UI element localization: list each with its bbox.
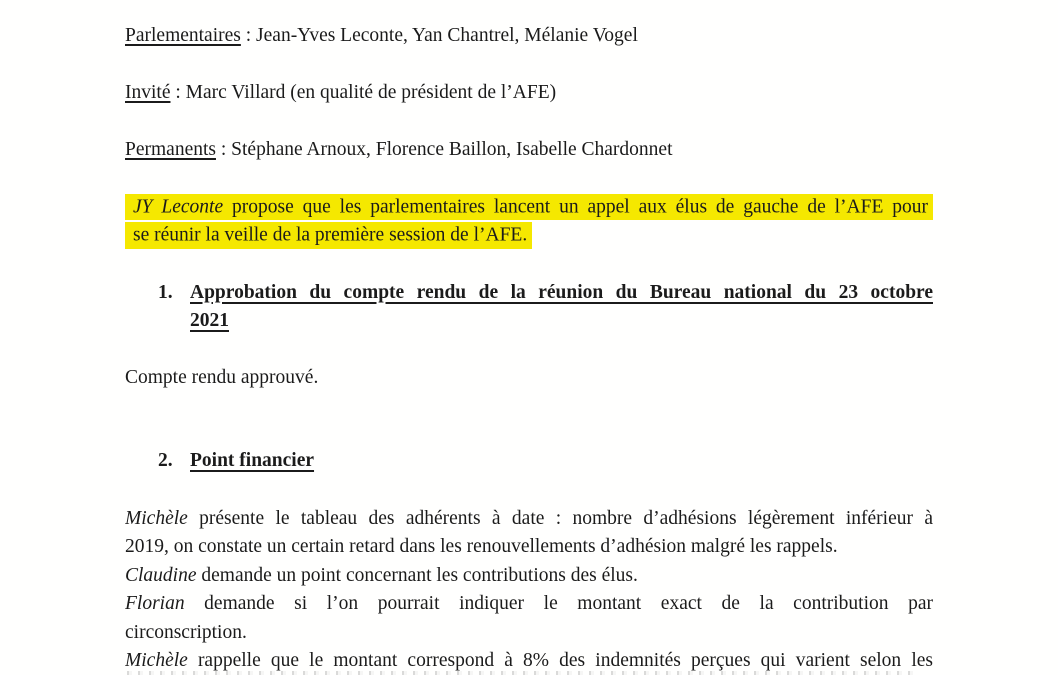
speaker-michele: Michèle	[125, 507, 188, 529]
speaker-florian: Florian	[125, 593, 185, 614]
section-1-title-text-1: Approbation du compte rendu de la réunion du Bureau national du 23 octobre	[190, 281, 933, 303]
permanents-label: Permanents	[125, 139, 216, 160]
highlight-mark	[125, 194, 933, 221]
section-1-body: Compte rendu approuvé.	[125, 367, 319, 388]
section-1-title-line-1	[190, 279, 933, 308]
discussion-florian-line-1	[125, 590, 933, 619]
section-1-title-text-2: 2021	[190, 310, 229, 331]
discussion-michele-1-line-1	[125, 505, 933, 534]
discussion-michele-2-text: rappelle que le montant correspond à 8% des indemnités perçues qui varient selon les	[187, 650, 933, 671]
section-1-title-line-2	[190, 307, 933, 336]
discussion-michele-1-text: présente le tableau des adhérents à date : nombre d’adhésions légèrement inférieur à	[187, 507, 933, 529]
attendees-permanents-line	[125, 136, 933, 165]
highlighted-note-line-1	[125, 193, 933, 222]
highlight-text-1: propose que les parlementaires lancent un appel aux élus de gauche de l’AFE pour	[223, 196, 928, 217]
section-2-heading	[125, 447, 933, 476]
section-2-number: 2.	[158, 449, 173, 471]
discussion-florian-text: demande si l’on pourrait indiquer le montant exact de la contribution par	[184, 593, 933, 614]
speaker-claudine: Claudine	[125, 564, 197, 586]
section-2-title-text: Point financier	[190, 449, 315, 471]
section-1-number: 1.	[158, 281, 173, 303]
discussion-claudine-line	[125, 562, 933, 591]
parlementaires-label: Parlementaires	[125, 25, 241, 46]
section-2-title-line	[190, 447, 933, 476]
invite-names: : Marc Villard (en qualité de président de l’AFE)	[170, 82, 557, 103]
highlight-text-2: se réunir la veille de la première session de l’AFE.	[125, 222, 532, 249]
attendees-invite-line	[125, 79, 933, 108]
discussion-claudine-text: demande un point concernant les contributions des élus.	[196, 564, 638, 586]
highlighted-note-line-2	[125, 222, 933, 251]
discussion-michele-1-line-2: 2019, on constate un certain retard dans les renouvellements d’adhésion malgré les rappels.	[125, 536, 838, 557]
discussion-florian-line-2: circonscription.	[125, 621, 247, 643]
section-1-heading	[125, 279, 933, 336]
section-2-discussion	[125, 505, 933, 675]
speaker-michele-2: Michèle	[125, 650, 188, 671]
invite-label: Invité	[125, 82, 171, 103]
highlighted-note	[125, 193, 933, 250]
truncated-text-line	[127, 671, 917, 675]
highlight-speaker: JY Leconte	[133, 196, 224, 217]
parlementaires-names: : Jean-Yves Leconte, Yan Chantrel, Mélanie Vogel	[240, 25, 638, 46]
attendees-parlementaires-line	[125, 22, 933, 51]
permanents-names: : Stéphane Arnoux, Florence Baillon, Isabelle Chardonnet	[215, 139, 673, 160]
